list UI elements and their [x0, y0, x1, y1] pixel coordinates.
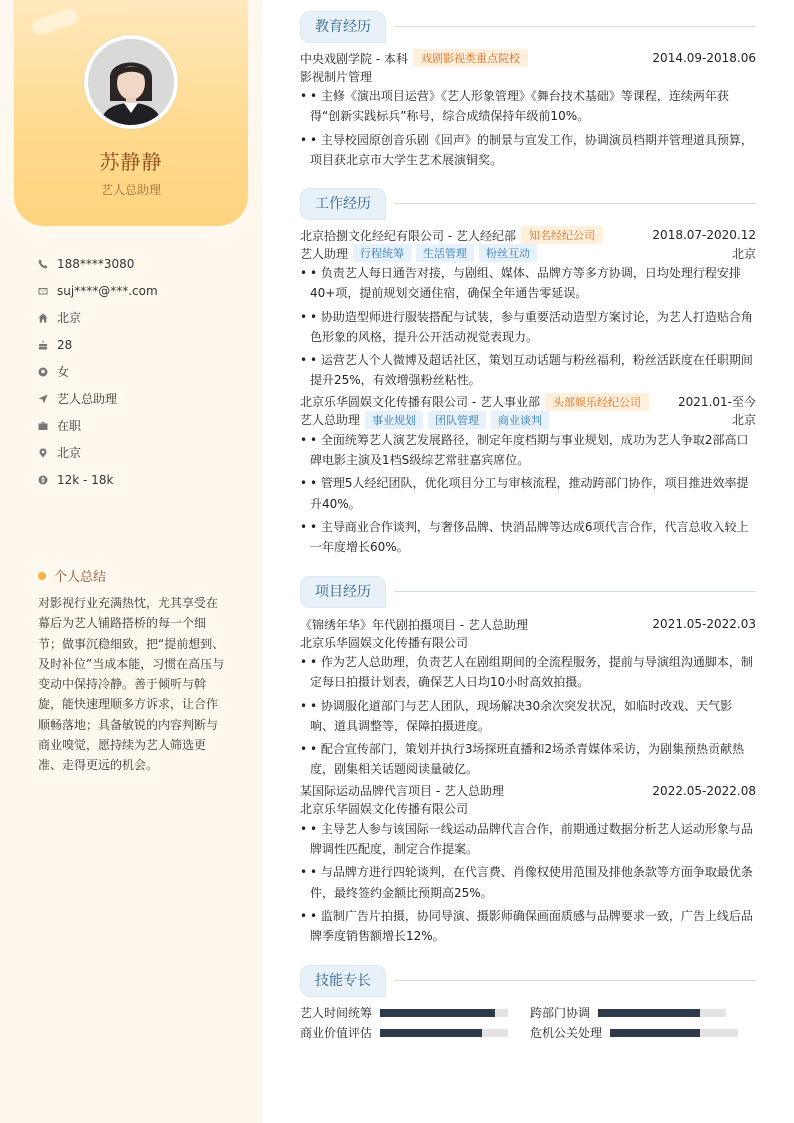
section-divider [394, 203, 756, 204]
skill-bar [610, 1029, 738, 1037]
project-bullet: • • 作为艺人总助理，负责艺人在剧组期间的全流程服务，提前与导演组沟通脚本，制定每日拍摄计划表，确保艺人日均10小时高效拍摄。 [300, 655, 753, 690]
section-divider [394, 980, 756, 981]
project-name: 《锦绣年华》年代剧拍摄项目 - 艺人总助理 [300, 617, 528, 632]
contact-position-text: 艺人总助理 [57, 392, 118, 406]
job-bullet: • • 全面统筹艺人演艺发展路径，制定年度档期与事业规划，成功为艺人争取2部高口碑电影主演及1档S级综艺常驻嘉宾席位。 [300, 432, 749, 468]
contact-gender [37, 358, 252, 385]
avatar [88, 39, 174, 125]
job-skill-tag: 生活管理 [416, 244, 474, 262]
skill-name: 危机公关处理 [530, 1026, 603, 1040]
summary-text: 对影视行业充满热忱，尤其享受在幕后为艺人铺路搭桥的每一个细节；做事沉稳细致，把“提前想到、及时补位”当成本能，习惯在高压与变动中保持冷静。善于倾听与斡旋，能快速理顺多方诉求，让合作顺畅落地；具备敏锐的内容判断与商业嗅觉，愿持续为艺人筛选更准、走得更远的机会。 [38, 596, 225, 773]
education-heading-label: 教育经历 [300, 11, 386, 43]
contact-status-text: 在职 [57, 419, 82, 433]
job-city: 北京 [731, 413, 756, 428]
cake-icon [37, 339, 48, 350]
education-school: 中央戏剧学院 - 本科 [300, 51, 408, 66]
job-skill-tag: 行程统筹 [353, 244, 411, 262]
contact-salary-text: 12k - 18k [57, 472, 114, 487]
skill-bar-fill [610, 1029, 700, 1037]
education-major: 影视制片管理 [300, 69, 373, 84]
projects-heading-label: 项目经历 [300, 576, 386, 608]
job-bullet: • • 主导商业合作谈判，与奢侈品牌、快消品牌等达成6项代言合作，代言总收入较上一年度增长60%。 [300, 519, 749, 555]
skills-heading [300, 965, 756, 997]
skill-bar [380, 1009, 508, 1017]
job-bullet: • • 协助造型师进行服装搭配与试装，参与重要活动造型方案讨论，为艺人打造贴合角色形象的风格，提升公开活动视觉表现力。 [300, 309, 753, 344]
skill-bar [380, 1029, 508, 1037]
skills-section [300, 965, 756, 997]
projects-section [300, 576, 756, 947]
summary-heading-text: 个人总结 [54, 570, 107, 585]
project-bullet: • • 监制广告片拍摄，协同导演、摄影师确保画面质感与品牌要求一致，广告上线后品牌季度销售额增长12%。 [300, 908, 753, 944]
skill-name: 艺人时间统筹 [300, 1006, 373, 1020]
contact-location-text: 北京 [57, 446, 82, 460]
job-bullet: • • 运营艺人个人微博及超话社区，策划互动话题与粉丝福利，粉丝活跃度在任职期间提升25%，有效增强粉丝粘性。 [300, 353, 753, 388]
project-bullet: • • 配合宣传部门，策划并执行3场探班直播和2场杀青媒体采访，为剧集预热贡献热度，剧集相关话题阅读量破亿。 [300, 742, 745, 777]
project-name: 某国际运动品牌代言项目 - 艺人总助理 [300, 784, 504, 799]
work-heading-label: 工作经历 [300, 188, 386, 220]
project-date: 2022.05-2022.08 [652, 783, 756, 798]
job-date: 2021.01-至今 [678, 395, 756, 410]
contact-email-text: suj****@***.com [57, 283, 158, 298]
location-pin-icon [37, 447, 48, 458]
work-section [300, 188, 756, 558]
education-major-row [300, 67, 756, 85]
job-city: 北京 [731, 246, 756, 261]
job-company-tag: 头部娱乐经纪公司 [545, 393, 649, 411]
education-date: 2014.09-2018.06 [652, 51, 756, 65]
contact-list [37, 250, 252, 493]
contact-status [37, 412, 252, 439]
contact-phone [37, 250, 252, 277]
section-divider [394, 591, 756, 592]
skill-name: 商业价值评估 [300, 1026, 373, 1040]
project-bullet: • • 与品牌方进行四轮谈判，在代言费、肖像权使用范围及排他条款等方面争取最优条件，最终签约金额比预期高25%。 [300, 865, 753, 900]
skill-bar-fill [380, 1009, 495, 1017]
mail-icon [37, 285, 48, 296]
contact-position [37, 385, 252, 412]
project-bullet: • • 主导艺人参与该国际一线运动品牌代言合作，前期通过数据分析艺人运动形象与品牌调性匹配度，制定合作提案。 [300, 821, 753, 857]
education-heading [300, 11, 756, 43]
job-bullet: • • 管理5人经纪团队，优化项目分工与审核流程，推动跨部门协作，项目推进效率提升40%。 [300, 476, 749, 511]
project-entry [300, 615, 756, 780]
profile-title: 艺人总助理 [100, 183, 161, 197]
project-org: 北京乐华圆娱文化传播有限公司 [300, 635, 469, 650]
contact-age-text: 28 [57, 337, 73, 352]
summary-heading [38, 566, 106, 585]
projects-heading [300, 576, 756, 608]
skill-bar-fill [598, 1009, 700, 1017]
phone-icon [37, 258, 48, 269]
salary-icon [37, 474, 48, 485]
skill-item [530, 1024, 738, 1041]
contact-gender-text: 女 [57, 365, 70, 379]
home-icon [37, 312, 48, 323]
skill-bar-fill [380, 1029, 482, 1037]
contact-email [37, 277, 252, 304]
project-entry [300, 782, 756, 947]
contact-location [37, 439, 252, 466]
contact-phone-text: 188****3080 [57, 256, 135, 271]
avatar-ring [84, 35, 178, 129]
project-date: 2021.05-2022.03 [652, 617, 756, 631]
job-role: 艺人总助理 [300, 413, 361, 428]
job-skill-tag: 粉丝互动 [479, 244, 537, 262]
skill-name: 跨部门协调 [530, 1006, 591, 1020]
job-company: 北京乐华圆娱文化传播有限公司 - 艺人事业部 [300, 395, 540, 410]
education-tag: 戏剧影视类重点院校 [413, 49, 528, 67]
education-bullet: • • 主导校园原创音乐剧《回声》的制景与宣发工作，协调演员档期并管理道具预算，项目获北京市大学生艺术展演铜奖。 [300, 132, 753, 167]
job-role: 艺人助理 [300, 246, 349, 261]
skill-item [300, 1004, 508, 1021]
gender-icon [37, 366, 48, 377]
job-skill-tag: 商业谈判 [491, 411, 549, 429]
profile-name: 苏静静 [99, 150, 163, 174]
job-entry [300, 226, 756, 391]
summary-dot-icon [38, 572, 46, 580]
project-org: 北京乐华圆娱文化传播有限公司 [300, 802, 469, 817]
job-company-tag: 知名经纪公司 [521, 226, 603, 244]
skill-bar [598, 1009, 726, 1017]
briefcase-icon [37, 420, 48, 431]
education-section [300, 11, 756, 170]
contact-salary [37, 466, 252, 493]
send-icon [37, 393, 48, 404]
project-bullet: • • 协调服化道部门与艺人团队，现场解决30余次突发状况，如临时改戏、天气影响、道具调整等，保障拍摄进度。 [300, 698, 733, 733]
contact-home [37, 304, 252, 331]
profile-card [14, 0, 248, 226]
job-entry [300, 393, 756, 558]
education-row [300, 49, 756, 67]
job-company: 北京拾捌文化经纪有限公司 - 艺人经纪部 [300, 228, 516, 243]
decorative-pill [31, 7, 80, 36]
section-divider [394, 26, 756, 27]
sidebar [0, 0, 262, 1123]
skill-item [530, 1004, 726, 1021]
job-bullet: • • 负责艺人每日通告对接，与剧组、媒体、品牌方等多方协调，日均处理行程安排40+项，提前规划交通住宿，确保全年通告零延误。 [300, 266, 741, 301]
contact-age [37, 331, 252, 358]
job-date: 2018.07-2020.12 [652, 228, 756, 242]
job-skill-tag: 事业规划 [365, 411, 423, 429]
skills-heading-label: 技能专长 [300, 965, 386, 997]
job-skill-tag: 团队管理 [428, 411, 486, 429]
contact-home-text: 北京 [57, 311, 82, 325]
education-bullet: • • 主修《演出项目运营》《艺人形象管理》《舞台技术基础》等课程，连续两年获得“创新实践标兵”称号，综合成绩保持年级前10%。 [300, 89, 729, 124]
work-heading [300, 188, 756, 220]
skill-item [300, 1024, 508, 1041]
